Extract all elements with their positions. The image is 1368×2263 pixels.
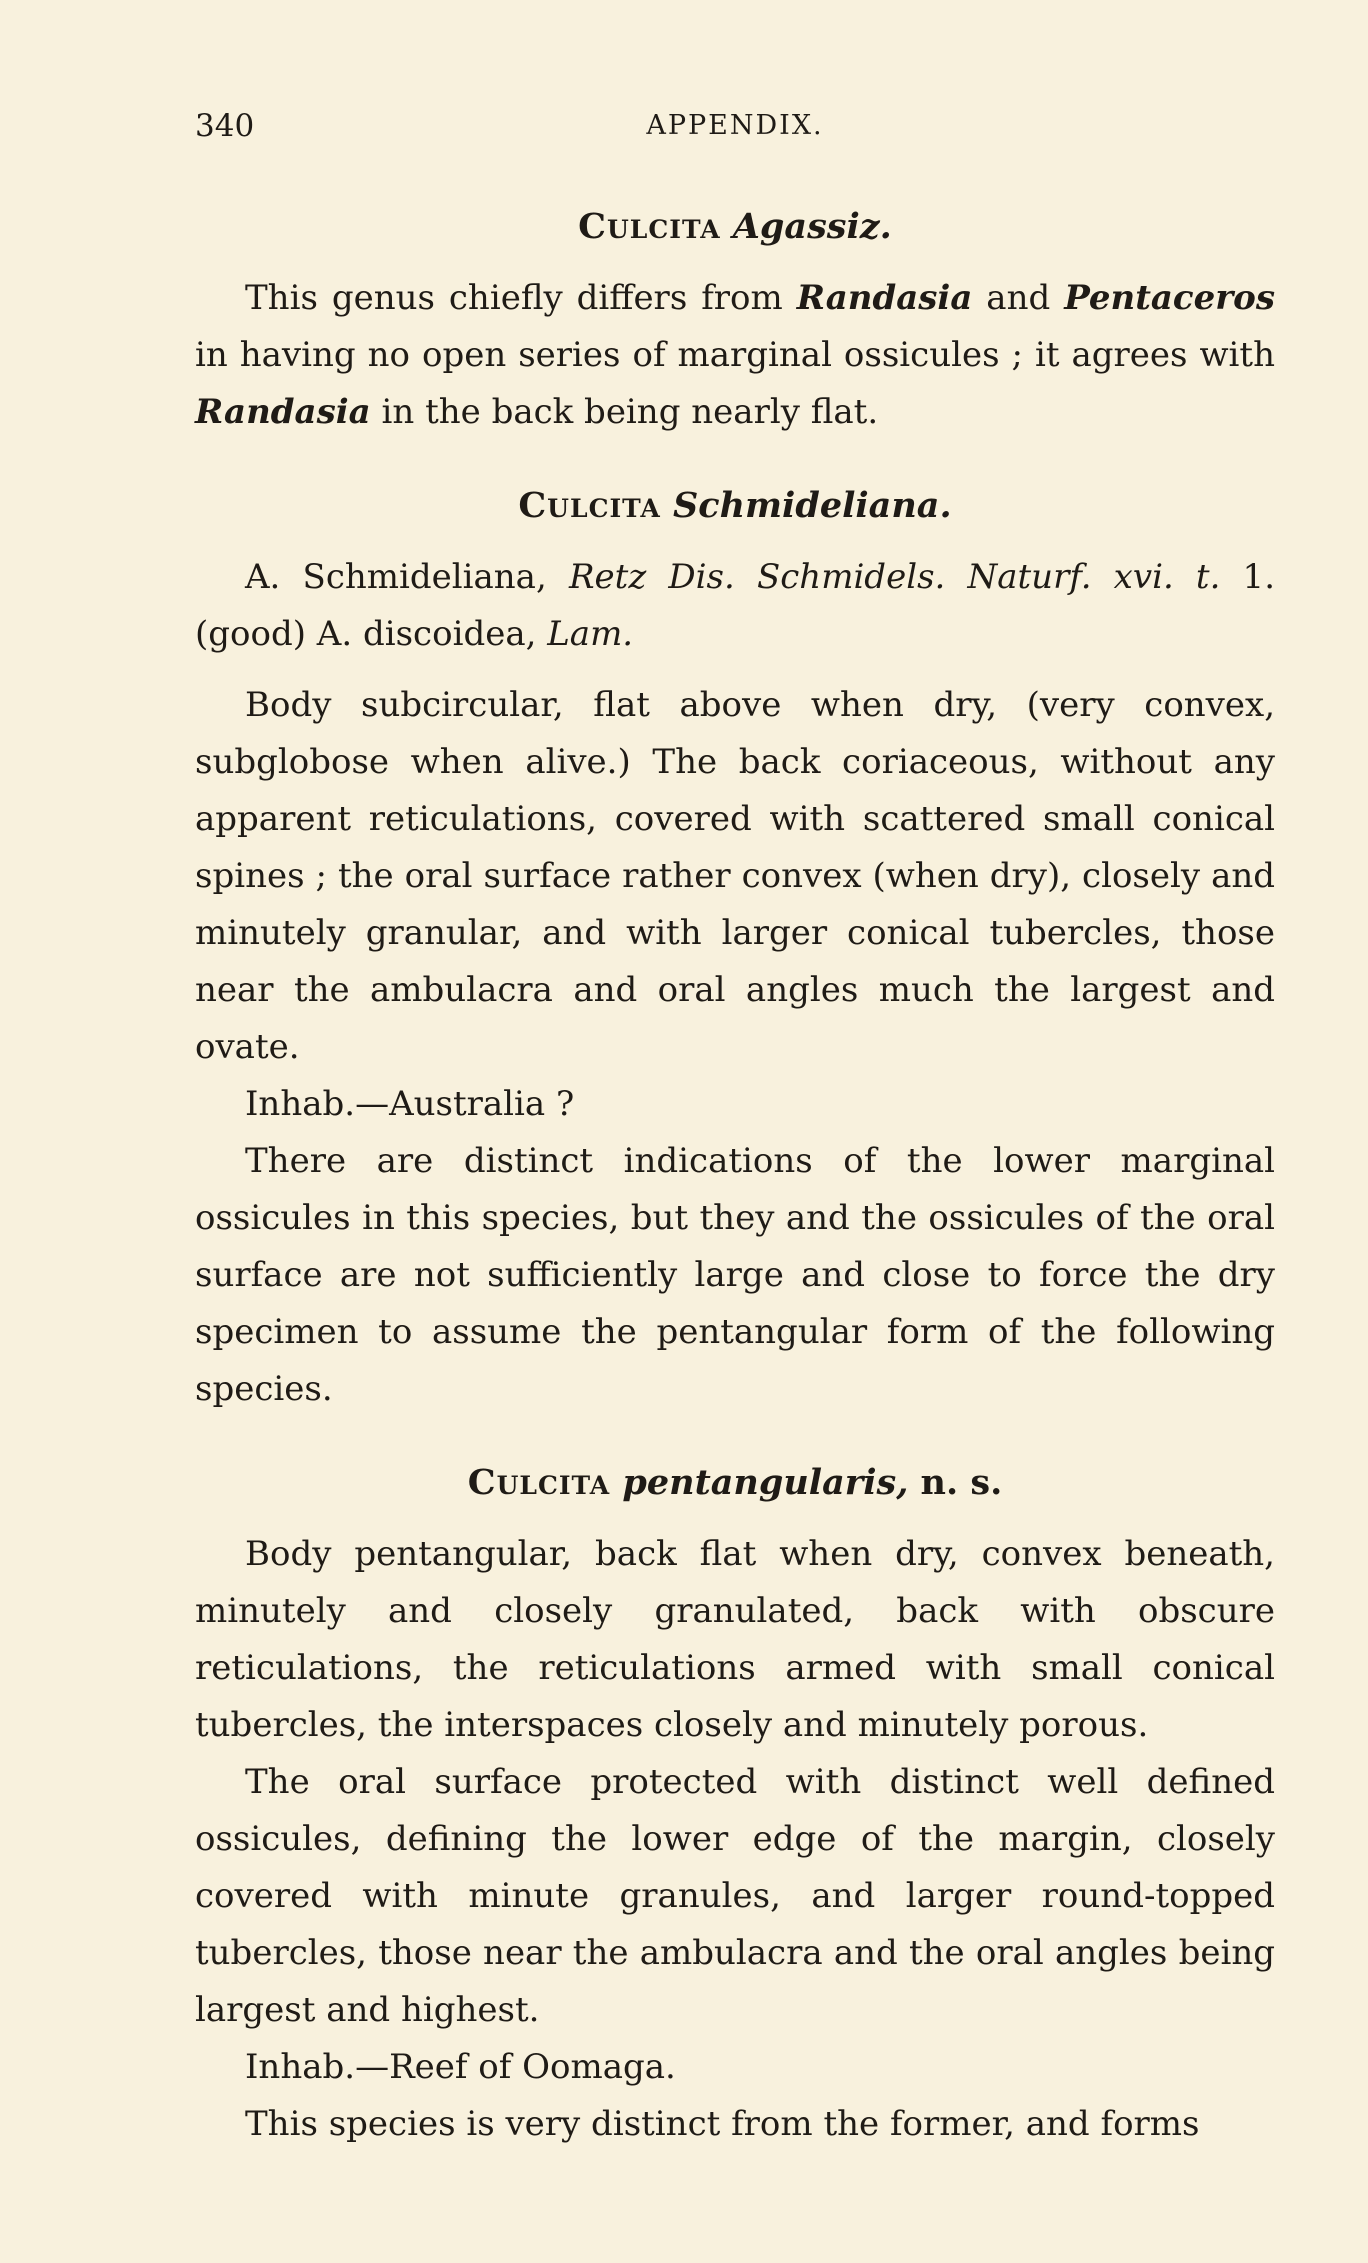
remarks: This species is very distinct from the former, and forms bbox=[245, 2104, 1200, 2144]
heading-genus: Culcita bbox=[518, 485, 661, 526]
page-header bbox=[195, 106, 1275, 146]
text-run: This genus chiefly differs from bbox=[245, 278, 797, 318]
species-description: Body subcircular, flat above when dry, (very convex, subglobose when alive.) The back coriaceous, without any apparent reticulations, covered with scattered small conical spines ; the oral surface rather convex (when dry), closely and minutely granular, and with larger conical tubercles, those near the ambulacra and oral angles much the largest and ovate. bbox=[195, 685, 1275, 1067]
text-run: and bbox=[972, 278, 1065, 318]
habitat: Inhab.—Reef of Oomaga. bbox=[245, 2047, 676, 2087]
running-head: APPENDIX. bbox=[646, 110, 824, 141]
page-number: 340 bbox=[195, 108, 255, 144]
text-run: 1. (good) A. discoidea, bbox=[195, 557, 1276, 654]
heading-author: Agassiz. bbox=[732, 206, 892, 247]
text-run: in the back being nearly flat. bbox=[370, 392, 879, 432]
oral-surface-description: The oral surface protected with distinct well defined ossicules, defining the lower edge of the margin, closely covered with minute granules, and larger round-topped tubercles, those near the ambulacra and the oral angles being largest and highest. bbox=[195, 1762, 1275, 2030]
heading-species: Schmideliana. bbox=[672, 485, 952, 526]
genus-heading bbox=[195, 198, 1275, 256]
genus-name: Pentaceros bbox=[1064, 278, 1275, 318]
text-run: A. Schmideliana, bbox=[245, 557, 569, 597]
genus-description bbox=[195, 270, 1275, 441]
heading-genus: Culcita bbox=[467, 1462, 611, 1503]
page-body bbox=[195, 198, 1275, 2153]
heading-genus: Culcita bbox=[578, 206, 721, 247]
species-heading bbox=[195, 477, 1275, 535]
species-description: Body pentangular, back flat when dry, convex beneath, minutely and closely granulated, back with obscure reticulations, the reticulations armed with small conical tubercles, the interspaces closely and minutely porous. bbox=[195, 1534, 1275, 1745]
text-run: in having no open series of marginal ossicules ; it agrees with bbox=[195, 335, 1275, 375]
citation: Lam. bbox=[547, 614, 634, 654]
heading-suffix: n. s. bbox=[908, 1462, 1003, 1503]
heading-species: pentangularis, bbox=[622, 1462, 909, 1503]
genus-name: Randasia bbox=[195, 392, 371, 432]
species-heading bbox=[195, 1454, 1275, 1512]
habitat: Inhab.—Australia ? bbox=[245, 1084, 575, 1124]
genus-name: Randasia bbox=[796, 278, 973, 318]
remarks: There are distinct indications of the lower marginal ossicules in this species, but they and the ossicules of the oral surface are not sufficiently large and close to force the dry specimen to assume the pentangular form of the following species. bbox=[195, 1141, 1275, 1409]
synonymy bbox=[195, 549, 1275, 663]
citation: Retz Dis. Schmidels. Naturf. xvi. t. bbox=[568, 557, 1221, 597]
